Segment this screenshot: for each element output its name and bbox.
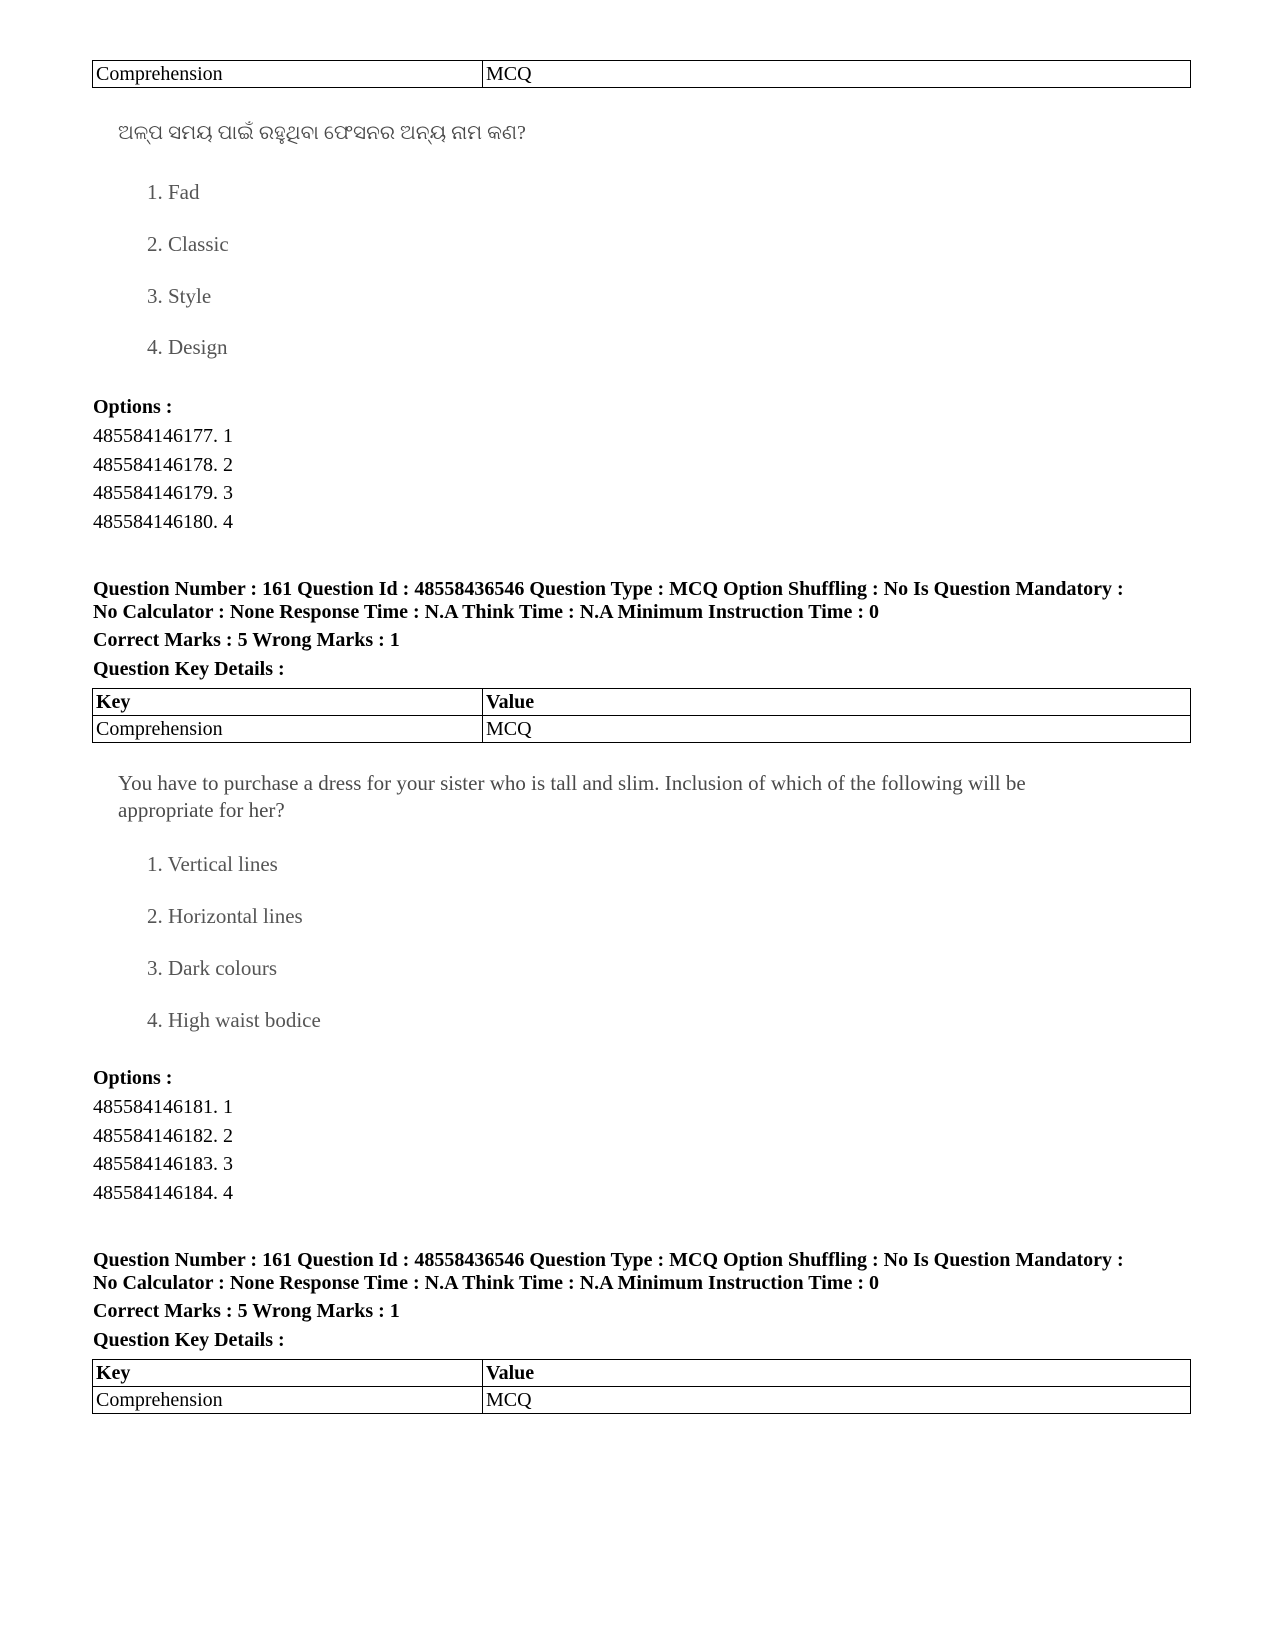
table-cell-value: MCQ bbox=[483, 1387, 1191, 1414]
q2-meta-line-1: Question Number : 161 Question Id : 48558436546 Question Type : MCQ Option Shuffling : No Is Question Mandatory : bbox=[93, 578, 1124, 600]
q2-choice-1: 1. Vertical lines bbox=[147, 852, 278, 876]
q2-question-line-1: You have to purchase a dress for your sister who is tall and slim. Inclusion of which of the following will be bbox=[118, 771, 1026, 795]
table-row bbox=[93, 716, 1191, 743]
q2-key-details-label: Question Key Details : bbox=[93, 658, 285, 680]
table-cell-value: MCQ bbox=[483, 716, 1191, 743]
table-header-key: Key bbox=[93, 1360, 483, 1387]
list-item: 485584146181. 1 bbox=[93, 1096, 233, 1118]
table-header-value: Value bbox=[483, 1360, 1191, 1387]
q1-choice-3: 3. Style bbox=[147, 284, 212, 308]
q2-choice-4: 4. High waist bodice bbox=[147, 1008, 321, 1032]
list-item: 485584146180. 4 bbox=[93, 510, 233, 533]
list-item: 485584146184. 4 bbox=[93, 1181, 233, 1204]
table-cell-key: Comprehension bbox=[93, 61, 483, 88]
q2-options-list bbox=[93, 1093, 233, 1207]
q1-choice-4: 4. Design bbox=[147, 335, 228, 359]
q3-key-details-label: Question Key Details : bbox=[93, 1329, 285, 1351]
q2-choice-2: 2. Horizontal lines bbox=[147, 904, 303, 928]
q3-meta-line-1: Question Number : 161 Question Id : 48558436546 Question Type : MCQ Option Shuffling : No Is Question Mandatory : bbox=[93, 1249, 1124, 1271]
list-item: 485584146178. 2 bbox=[93, 453, 233, 476]
q1-choice-2: 2. Classic bbox=[147, 232, 229, 256]
table-row bbox=[93, 61, 1191, 88]
q2-options-label: Options : bbox=[93, 1067, 173, 1089]
q2-key-value-table bbox=[92, 688, 1191, 743]
list-item: 485584146179. 3 bbox=[93, 482, 233, 504]
table-header-key: Key bbox=[93, 689, 483, 716]
table-cell-key: Comprehension bbox=[93, 1387, 483, 1414]
q3-marks: Correct Marks : 5 Wrong Marks : 1 bbox=[93, 1300, 400, 1322]
table-cell-value: MCQ bbox=[483, 61, 1191, 88]
q2-marks: Correct Marks : 5 Wrong Marks : 1 bbox=[93, 629, 400, 651]
table-header-row bbox=[93, 689, 1191, 716]
table-header-row bbox=[93, 1360, 1191, 1387]
table-row bbox=[93, 1387, 1191, 1414]
q1-question-text: ଅଳ୍ପ ସମୟ ପାଇଁ ରହୁଥିବା ଫେସନର ଅନ୍ୟ ନାମ କଣ? bbox=[118, 122, 526, 144]
q2-question-line-2: appropriate for her? bbox=[118, 798, 285, 822]
list-item: 485584146182. 2 bbox=[93, 1124, 233, 1147]
table-header-value: Value bbox=[483, 689, 1191, 716]
q3-key-value-table bbox=[92, 1359, 1191, 1414]
list-item: 485584146183. 3 bbox=[93, 1153, 233, 1175]
q1-options-label: Options : bbox=[93, 396, 173, 418]
q1-choice-1: 1. Fad bbox=[147, 180, 200, 204]
top-key-value-table bbox=[92, 60, 1191, 88]
q1-options-list bbox=[93, 422, 233, 536]
table-cell-key: Comprehension bbox=[93, 716, 483, 743]
list-item: 485584146177. 1 bbox=[93, 425, 233, 447]
q3-meta-line-2: No Calculator : None Response Time : N.A Think Time : N.A Minimum Instruction Time : 0 bbox=[93, 1272, 879, 1294]
q2-choice-3: 3. Dark colours bbox=[147, 956, 278, 980]
q2-meta-line-2: No Calculator : None Response Time : N.A Think Time : N.A Minimum Instruction Time : 0 bbox=[93, 601, 879, 623]
